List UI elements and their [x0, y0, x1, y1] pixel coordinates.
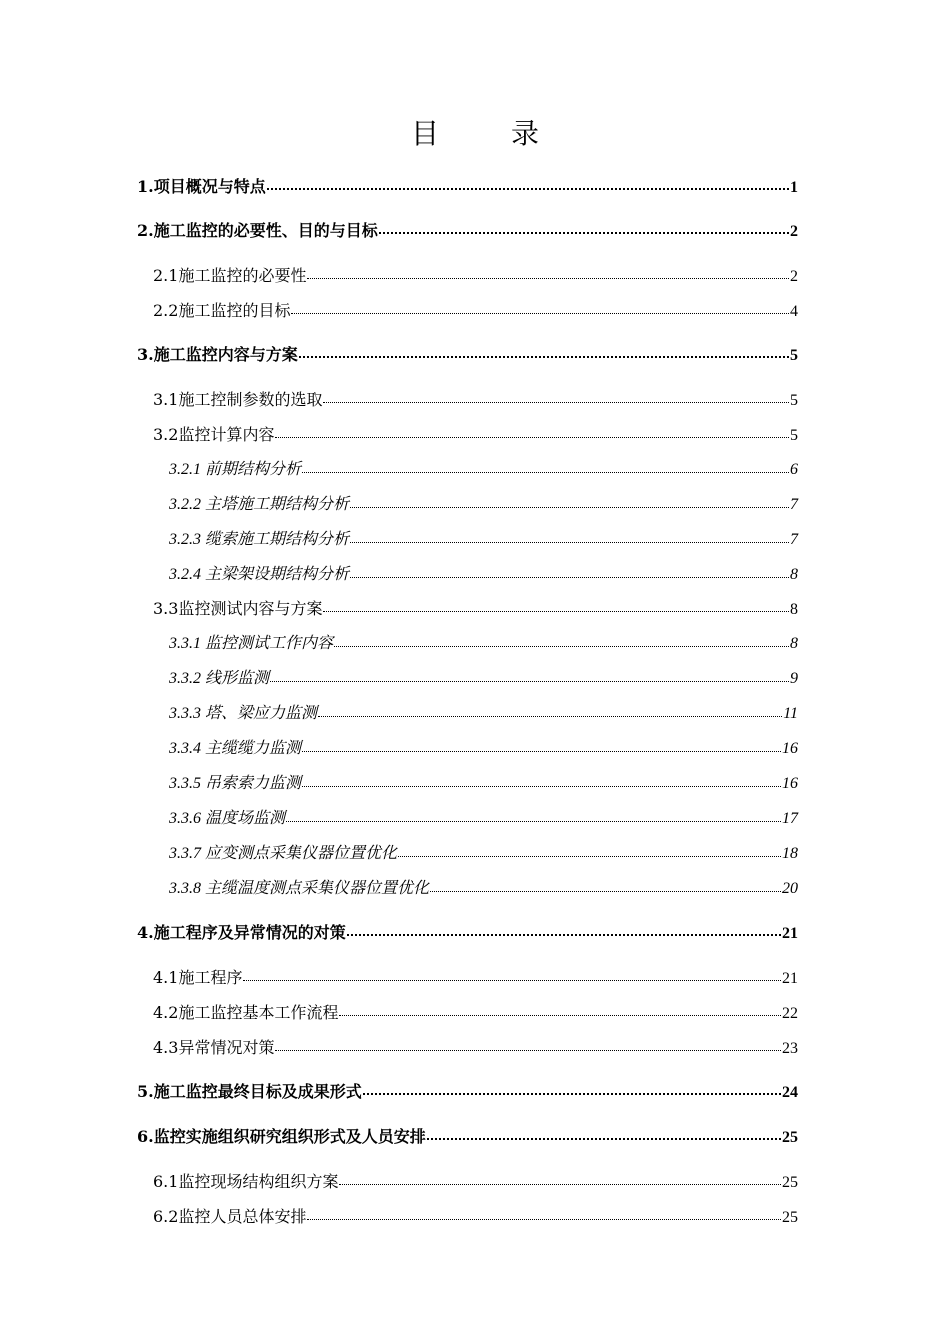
toc-page-number: 1 [790, 179, 798, 196]
toc-page-number: 9 [790, 670, 798, 687]
toc-entry-label: 3.3.1 监控测试工作内容 [169, 635, 334, 652]
toc-dot-leader [291, 312, 789, 314]
toc-entry[interactable] [137, 343, 798, 367]
toc-dot-leader [350, 506, 789, 508]
toc-entry-label: 3.3.2 线形监测 [169, 670, 270, 687]
toc-dot-leader [350, 541, 789, 543]
toc-dot-leader [286, 820, 781, 822]
toc-entry-label: 3.2.2 主塔施工期结构分析 [169, 496, 350, 513]
toc-entry[interactable] [137, 175, 798, 199]
toc-entry-label: 3.3.3 塔、梁应力监测 [169, 705, 318, 722]
toc-entry-label: 2.2施工监控的目标 [153, 301, 291, 320]
toc-entry[interactable] [169, 493, 798, 517]
toc-dot-leader [307, 1218, 781, 1220]
toc-page-number: 16 [782, 775, 798, 792]
toc-entry[interactable] [137, 1080, 798, 1104]
toc-dot-leader [318, 715, 782, 717]
toc-entry-label: 3.2.1 前期结构分析 [169, 461, 302, 478]
toc-dot-leader [302, 750, 781, 752]
toc-entry-label: 3.3.7 应变测点采集仪器位置优化 [169, 845, 398, 862]
toc-entry-label: 2.施工监控的必要性、目的与目标 [137, 221, 378, 240]
toc-entry-label: 4.3异常情况对策 [153, 1038, 275, 1057]
toc-entry[interactable] [169, 563, 798, 587]
toc-entry-label: 3.2监控计算内容 [153, 425, 275, 444]
toc-entry[interactable] [169, 667, 798, 691]
toc-dot-leader [379, 231, 789, 234]
toc-page-number: 21 [782, 925, 798, 942]
toc-entry-label: 6.监控实施组织研究组织形式及人员安排 [137, 1127, 426, 1146]
toc-page-number: 5 [790, 347, 798, 364]
toc-entry-label: 3.3.5 吊索索力监测 [169, 775, 302, 792]
toc-entry-label: 2.1施工监控的必要性 [153, 266, 307, 285]
toc-page-number: 22 [782, 1005, 798, 1022]
toc-dot-leader [323, 610, 789, 612]
toc-entry[interactable] [153, 597, 798, 621]
toc-dot-leader [302, 471, 789, 473]
toc-page-number: 23 [782, 1040, 798, 1057]
toc-entry[interactable] [169, 632, 798, 656]
toc-page-number: 7 [790, 496, 798, 513]
toc-entry-label: 3.2.3 缆索施工期结构分析 [169, 531, 350, 548]
toc-page-number: 11 [783, 705, 798, 722]
toc-dot-leader [307, 277, 789, 279]
toc-entry-label: 5.施工监控最终目标及成果形式 [137, 1082, 362, 1101]
toc-dot-leader [275, 1049, 781, 1051]
toc-entry[interactable] [169, 737, 798, 761]
toc-dot-leader [302, 785, 781, 787]
toc-dot-leader [243, 979, 781, 981]
toc-dot-leader [299, 355, 789, 358]
toc-page-number: 17 [782, 810, 798, 827]
toc-page-number: 24 [782, 1084, 798, 1101]
toc-page-number: 21 [782, 970, 798, 987]
toc-entry[interactable] [169, 528, 798, 552]
toc-page-number: 5 [790, 427, 798, 444]
toc-entry[interactable] [137, 1125, 798, 1149]
toc-entry[interactable] [153, 1036, 798, 1060]
toc-dot-leader [339, 1183, 781, 1185]
toc-page-number: 8 [790, 566, 798, 583]
toc-entry-label: 3.1施工控制参数的选取 [153, 390, 323, 409]
toc-entry[interactable] [153, 1170, 798, 1194]
toc-page-number: 7 [790, 531, 798, 548]
toc-entry[interactable] [169, 702, 798, 726]
toc-page-number: 8 [790, 635, 798, 652]
toc-entry-label: 3.施工监控内容与方案 [137, 345, 298, 364]
toc-page-number: 25 [782, 1174, 798, 1191]
toc-entry[interactable] [153, 1001, 798, 1025]
toc-dot-leader [427, 1137, 781, 1140]
toc-dot-leader [350, 576, 789, 578]
toc-entry[interactable] [169, 842, 798, 866]
toc-entry-label: 6.2监控人员总体安排 [153, 1207, 307, 1226]
toc-entry-label: 4.1施工程序 [153, 968, 243, 987]
toc-entry-label: 4.施工程序及异常情况的对策 [137, 923, 346, 942]
toc-entry[interactable] [153, 966, 798, 990]
toc-entry[interactable] [153, 388, 798, 412]
toc-page-number: 2 [790, 223, 798, 240]
toc-dot-leader [267, 187, 789, 190]
toc-dot-leader [430, 890, 781, 892]
toc-dot-leader [323, 401, 789, 403]
toc-entry[interactable] [169, 458, 798, 482]
toc-page-number: 25 [782, 1129, 798, 1146]
toc-page-number: 18 [782, 845, 798, 862]
toc-entry-label: 3.3.8 主缆温度测点采集仪器位置优化 [169, 880, 430, 897]
toc-entry-label: 1.项目概况与特点 [137, 177, 266, 196]
toc-entry[interactable] [153, 299, 798, 323]
toc-page-number: 2 [790, 268, 798, 285]
toc-entry[interactable] [153, 423, 798, 447]
toc-page-number: 5 [790, 392, 798, 409]
toc-page-number: 20 [782, 880, 798, 897]
toc-entry[interactable] [169, 772, 798, 796]
toc-dot-leader [398, 855, 781, 857]
toc-entry[interactable] [137, 921, 798, 945]
toc-dot-leader [363, 1092, 781, 1095]
toc-entry[interactable] [153, 1205, 798, 1229]
toc-entry-label: 6.1监控现场结构组织方案 [153, 1172, 339, 1191]
toc-dot-leader [339, 1014, 781, 1016]
toc-dot-leader [270, 680, 789, 682]
toc-dot-leader [275, 436, 789, 438]
toc-page-number: 6 [790, 461, 798, 478]
toc-entry-label: 3.3.6 温度场监测 [169, 810, 286, 827]
toc-page-number: 16 [782, 740, 798, 757]
toc-entry[interactable] [137, 219, 798, 243]
toc-entry[interactable] [169, 877, 798, 901]
toc-dot-leader [334, 645, 789, 647]
toc-entry-label: 4.2施工监控基本工作流程 [153, 1003, 339, 1022]
toc-page-number: 25 [782, 1209, 798, 1226]
toc-entry-label: 3.3.4 主缆缆力监测 [169, 740, 302, 757]
toc-entry-label: 3.3监控测试内容与方案 [153, 599, 323, 618]
toc-entry[interactable] [169, 807, 798, 831]
toc-dot-leader [347, 933, 781, 936]
toc-entry[interactable] [153, 264, 798, 288]
page-title: 目 录 [410, 117, 561, 150]
toc-page-number: 4 [790, 303, 798, 320]
toc-page-number: 8 [790, 601, 798, 618]
toc-entry-label: 3.2.4 主梁架设期结构分析 [169, 566, 350, 583]
